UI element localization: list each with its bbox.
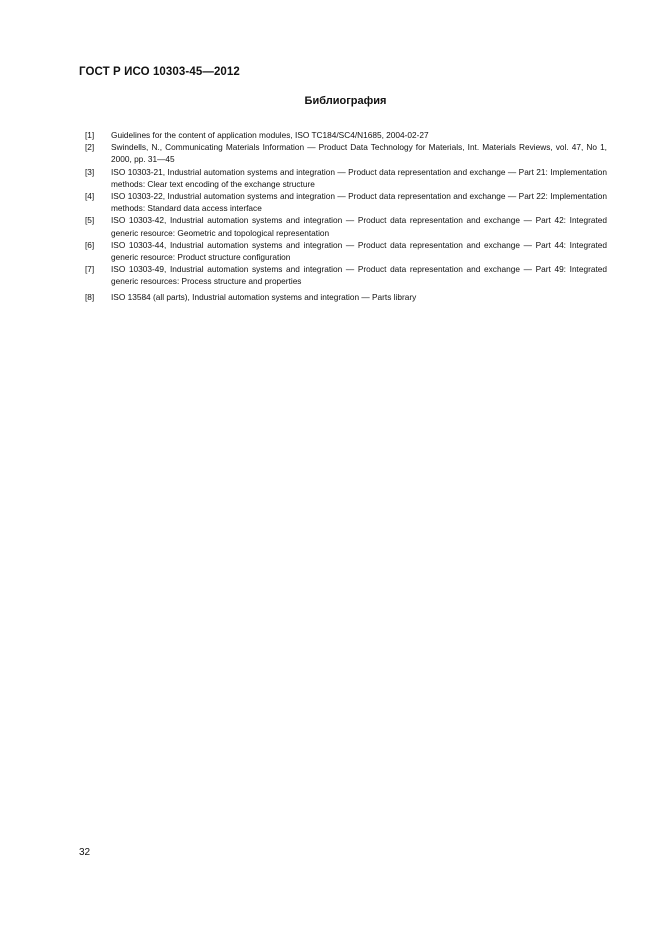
entry-text: Guidelines for the content of application modules, ISO TC184/SC4/N1685, 2004-02-27 (111, 130, 429, 140)
entry-text: ISO 13584 (all parts), Industrial automation systems and integration — Parts library (111, 291, 417, 302)
bibliography-entry-5 (85, 214, 607, 238)
entry-text: ISO 10303-21, Industrial automation systems and integration — Product data representation and exchange — Part 21: Implementation methods: Clear text encoding of the exchange structure (111, 166, 607, 189)
entry-number: [4] (85, 191, 95, 202)
bibliography-entry-7 (85, 263, 607, 287)
bibliography-entry-3 (85, 166, 607, 190)
page-number: 32 (79, 847, 91, 858)
entry-text: ISO 10303-44, Industrial automation systems and integration — Product data representation and exchange — Part 44: Integrated generic resource: Product structure configuration (111, 239, 607, 263)
entry-number: [6] (85, 239, 95, 250)
entry-number: [2] (85, 142, 95, 153)
bibliography-entry-6 (85, 239, 607, 263)
entry-number: [5] (85, 215, 95, 226)
entry-text: ISO 10303-22, Industrial automation systems and integration — Product data representation and exchange — Part 22: Implementation methods: Standard data access interface (111, 191, 607, 214)
entry-text: ISO 10303-49, Industrial automation systems and integration — Product data representation and exchange — Part 49: Integrated generic resources: Process structure and properties (111, 264, 607, 287)
bibliography-entry-2 (85, 141, 607, 165)
entry-text: Swindells, N., Communicating Materials Information — Product Data Technology for Materials, Int. Materials Reviews, vol. 47, No 1, 2000, pp. 31—45 (111, 142, 607, 165)
bibliography-entry-4 (85, 190, 607, 214)
bibliography-list (85, 129, 607, 303)
entry-text: ISO 10303-42, Industrial automation systems and integration — Product data representation and exchange — Part 42: Integrated generic resource: Geometric and topological representation (111, 215, 607, 238)
entry-number: [7] (85, 264, 95, 275)
section-title: Библиография (304, 95, 387, 107)
bibliography-entry-8 (85, 291, 607, 303)
entry-number: [3] (85, 166, 95, 177)
document-code-header: ГОСТ Р ИСО 10303-45—2012 (79, 66, 240, 78)
bibliography-entry-1 (85, 129, 607, 141)
entry-number: [8] (85, 291, 95, 302)
entry-number: [1] (85, 130, 95, 140)
